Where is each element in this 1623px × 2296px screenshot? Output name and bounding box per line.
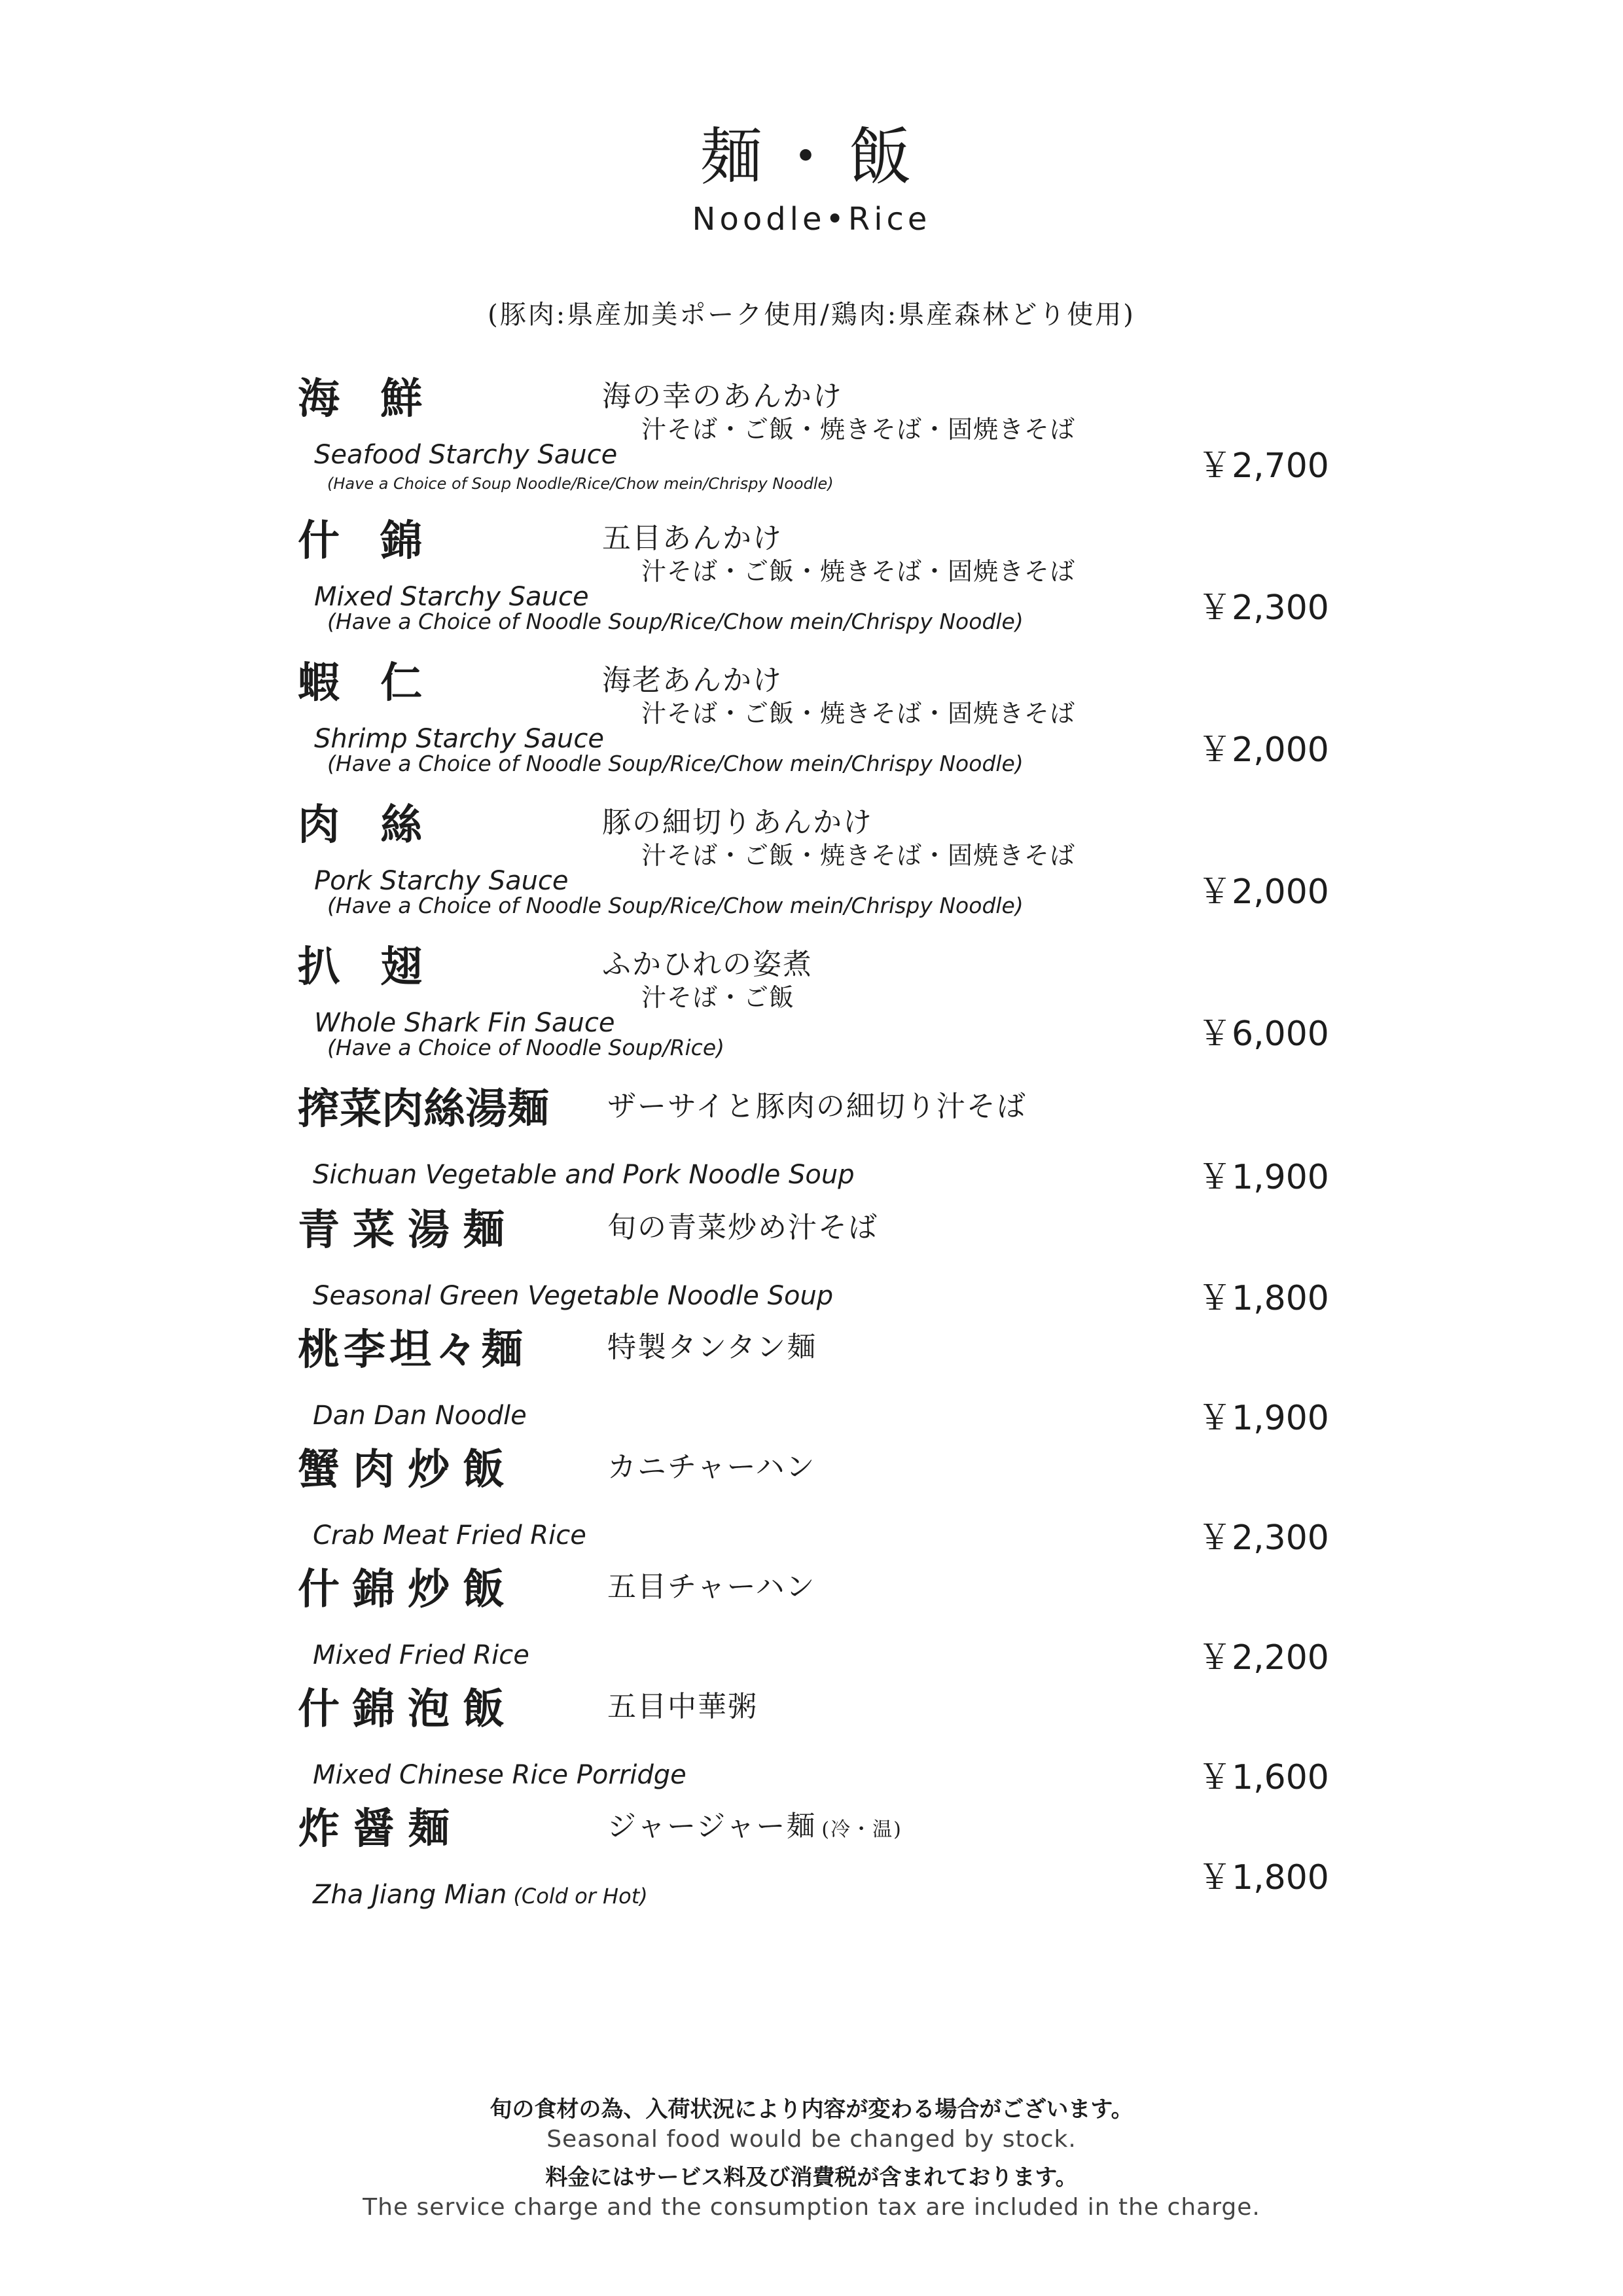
item-price: ￥1,800 [1198, 1279, 1329, 1318]
item-english-name-text: Zha Jiang Mian [313, 1880, 507, 1910]
item-english-choice: (Have a Choice of Noodle Soup/Rice/Chow mein/Chrispy Noodle) [327, 609, 1024, 634]
item-japanese-choice: 汁そば・ご飯・焼きそば・固焼きそば [641, 415, 1076, 444]
item-japanese-name: 旬の青菜炒め汁そば [607, 1211, 878, 1244]
item-english-name: Mixed Starchy Sauce [314, 582, 589, 612]
item-price: ￥2,200 [1198, 1638, 1329, 1677]
item-english-name: Dan Dan Noodle [313, 1401, 527, 1431]
ingredient-note: (豚肉:県産加美ポーク使用/鶏肉:県産森林どり使用) [488, 300, 1135, 330]
item-kanji-name: 青菜湯麺 [298, 1206, 518, 1255]
item-english-choice: (Have a Choice of Noodle Soup/Rice/Chow mein/Chrispy Noodle) [327, 893, 1024, 918]
item-japanese-name: ザーサイと豚肉の細切り汁そば [607, 1090, 1027, 1123]
item-japanese-choice: 汁そば・ご飯・焼きそば・固焼きそば [641, 557, 1076, 586]
item-kanji-name: 什錦泡飯 [298, 1685, 518, 1734]
item-japanese-name: 海老あんかけ [602, 664, 783, 697]
item-price: ￥2,000 [1198, 730, 1329, 770]
item-japanese-choice: 汁そば・ご飯・焼きそば・固焼きそば [641, 841, 1076, 870]
item-english-name: Sichuan Vegetable and Pork Noodle Soup [313, 1160, 855, 1190]
footer-notice-seasonal-jp: 旬の食材の為、入荷状況により内容が変わる場合がございます。 [490, 2096, 1133, 2123]
item-english-name: Whole Shark Fin Sauce [314, 1008, 615, 1038]
item-english-choice: (Have a Choice of Noodle Soup/Rice/Chow mein/Chrispy Noodle) [327, 751, 1024, 776]
footer-notice-charge-en: The service charge and the consumption tax are included in the charge. [363, 2194, 1260, 2221]
item-english-choice: (Have a Choice of Soup Noodle/Rice/Chow mein/Chrispy Noodle) [327, 475, 834, 493]
item-japanese-name: 豚の細切りあんかけ [602, 806, 873, 839]
item-kanji-name: 扒 翅 [298, 942, 436, 992]
item-japanese-name-text: ジャージャー麺 [607, 1810, 817, 1843]
footer-notice-charge-jp: 料金にはサービス料及び消費税が含まれております。 [545, 2164, 1078, 2191]
item-kanji-name: 炸醤麺 [298, 1804, 463, 1854]
item-price: ￥1,900 [1198, 1399, 1329, 1438]
item-price: ￥2,300 [1198, 588, 1329, 628]
item-english-name: Shrimp Starchy Sauce [314, 724, 604, 754]
item-english-name: Crab Meat Fried Rice [313, 1520, 586, 1551]
item-english-name: Seafood Starchy Sauce [314, 440, 618, 470]
item-japanese-name: ふかひれの姿煮 [602, 948, 813, 981]
item-english-name: Mixed Chinese Rice Porridge [313, 1760, 687, 1790]
item-kanji-name: 蟹肉炒飯 [298, 1445, 518, 1494]
item-japanese-name [607, 1808, 902, 1848]
item-japanese-name: 五目中華粥 [607, 1690, 758, 1723]
item-japanese-name: 特製タンタン麺 [607, 1331, 817, 1364]
item-japanese-choice: 汁そば・ご飯 [641, 983, 795, 1012]
item-japanese-name: カニチャーハン [607, 1450, 816, 1484]
item-kanji-name: 海 鮮 [298, 374, 436, 423]
item-kanji-name: 桃李坦々麺 [298, 1325, 527, 1374]
item-japanese-name: 五目あんかけ [602, 522, 783, 555]
footer-notice-seasonal-en: Seasonal food would be changed by stock. [546, 2126, 1077, 2153]
item-english-name: Mixed Fried Rice [313, 1640, 529, 1670]
item-price: ￥2,700 [1198, 446, 1329, 486]
item-price: ￥1,900 [1198, 1158, 1329, 1197]
item-price: ￥2,300 [1198, 1518, 1329, 1558]
item-kanji-name: 搾菜肉絲湯麺 [298, 1085, 549, 1134]
item-japanese-name: 海の幸のあんかけ [602, 380, 843, 413]
item-english-name: Pork Starchy Sauce [314, 866, 569, 896]
page-subtitle: Noodle•Rice [692, 201, 931, 238]
item-kanji-name: 肉 絲 [298, 800, 436, 850]
item-price: ￥1,800 [1198, 1858, 1329, 1897]
item-japanese-note: (冷・温) [821, 1818, 902, 1841]
item-price: ￥1,600 [1198, 1758, 1329, 1797]
item-english-name: Seasonal Green Vegetable Noodle Soup [313, 1281, 834, 1311]
page-title: 麺・飯 [700, 120, 923, 194]
item-japanese-choice: 汁そば・ご飯・焼きそば・固焼きそば [641, 699, 1076, 728]
item-kanji-name: 什 錦 [298, 516, 436, 565]
item-english-note: (Cold or Hot) [513, 1884, 648, 1909]
footer [0, 2094, 1623, 2223]
item-price: ￥2,000 [1198, 872, 1329, 912]
item-english-name [313, 1878, 648, 1912]
item-price: ￥6,000 [1198, 1014, 1329, 1054]
item-kanji-name: 蝦 仁 [298, 658, 436, 708]
item-english-choice: (Have a Choice of Noodle Soup/Rice) [327, 1035, 725, 1060]
item-kanji-name: 什錦炒飯 [298, 1565, 518, 1614]
item-japanese-name: 五目チャーハン [607, 1570, 816, 1604]
